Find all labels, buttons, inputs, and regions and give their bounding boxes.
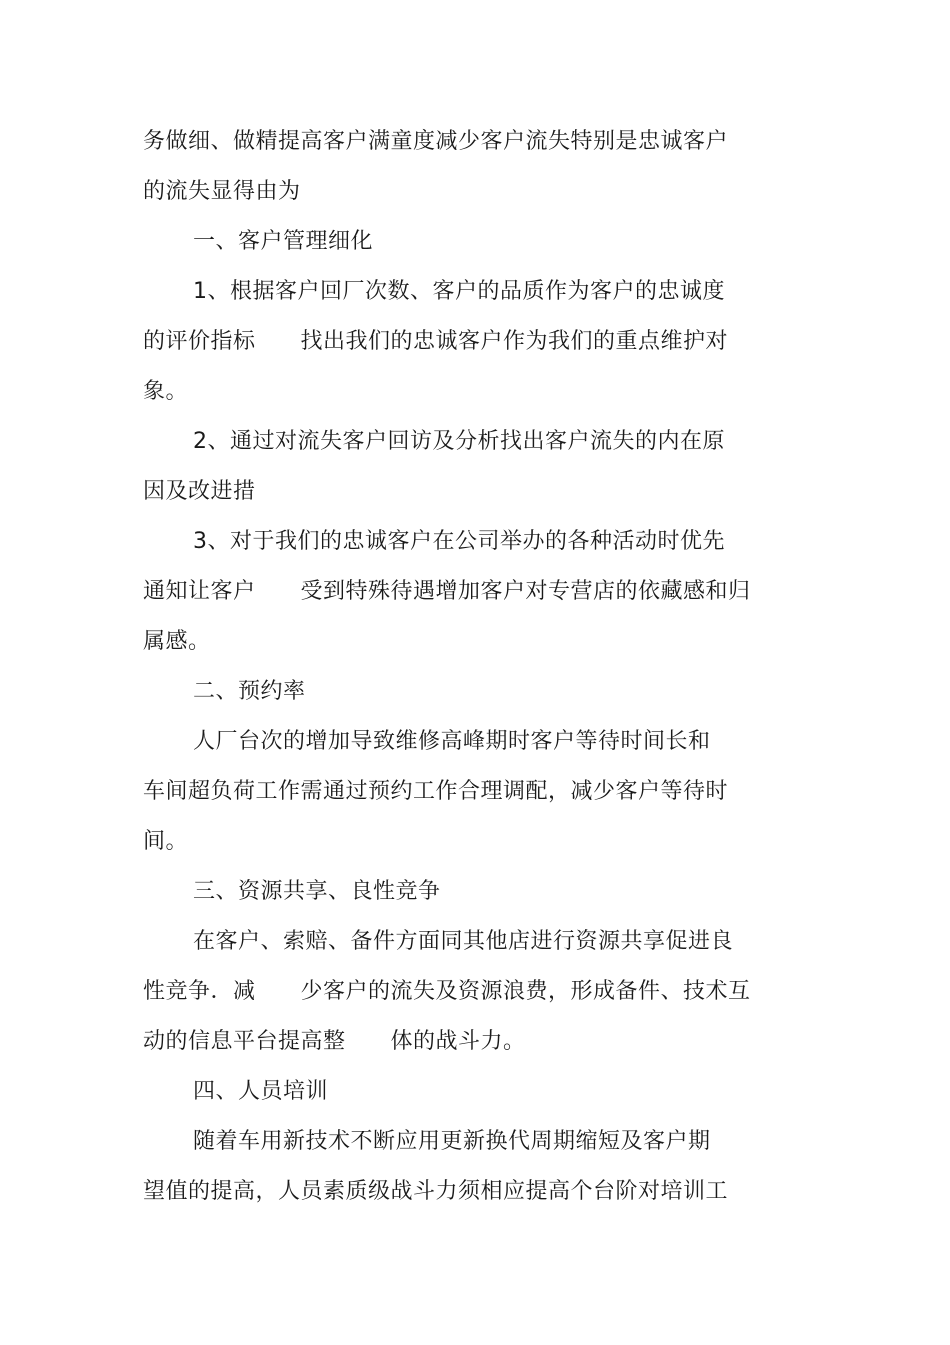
section-heading: 四、人员培训 xyxy=(193,1079,329,1104)
body-text-line: 因及改进措 xyxy=(143,479,256,504)
body-text-line: 2、通过对流失客户回访及分析找出客户流失的内在原 xyxy=(193,429,725,454)
body-text-line: 动的信息平台提高整 体的战斗力。 xyxy=(143,1029,526,1054)
body-text-line: 的流失显得由为 xyxy=(143,179,301,204)
body-text-line: 通知让客户 受到特殊待遇增加客户对专营店的依藏感和归 xyxy=(143,579,751,604)
body-text-line: 望值的提高，人员素质级战斗力须相应提高个台阶对培训工 xyxy=(143,1179,729,1204)
body-text-line: 3、对于我们的忠诚客户在公司举办的各种活动时优先 xyxy=(193,529,725,554)
body-text-line: 1、根据客户回厂次数、客户的品质作为客户的忠诚度 xyxy=(193,279,725,304)
section-heading: 二、预约率 xyxy=(193,679,306,704)
body-text-line: 在客户、索赔、备件方面同其他店进行资源共享促进良 xyxy=(193,929,734,954)
body-text-line: 人厂台次的增加导致维修高峰期时客户等待时间长和 xyxy=(193,729,711,754)
body-text-line: 象。 xyxy=(143,379,189,404)
section-heading: 三、资源共享、良性竞争 xyxy=(193,879,441,904)
body-text-line: 务做细、做精提高客户满童度减少客户流失特别是忠诚客户 xyxy=(143,129,729,154)
body-text-line: 性竞争．减 少客户的流失及资源浪费，形成备件、技术互 xyxy=(143,979,751,1004)
body-text-line: 随着车用新技术不断应用更新换代周期缩短及客户期 xyxy=(193,1129,711,1154)
body-text-line: 车间超负荷工作需通过预约工作合理调配，减少客户等待时 xyxy=(143,779,729,804)
section-heading: 一、客户管理细化 xyxy=(193,229,374,254)
body-text-line: 属感。 xyxy=(143,629,211,654)
body-text-line: 间。 xyxy=(143,829,189,854)
body-text-line: 的评价指标 找出我们的忠诚客户作为我们的重点维护对 xyxy=(143,329,728,354)
